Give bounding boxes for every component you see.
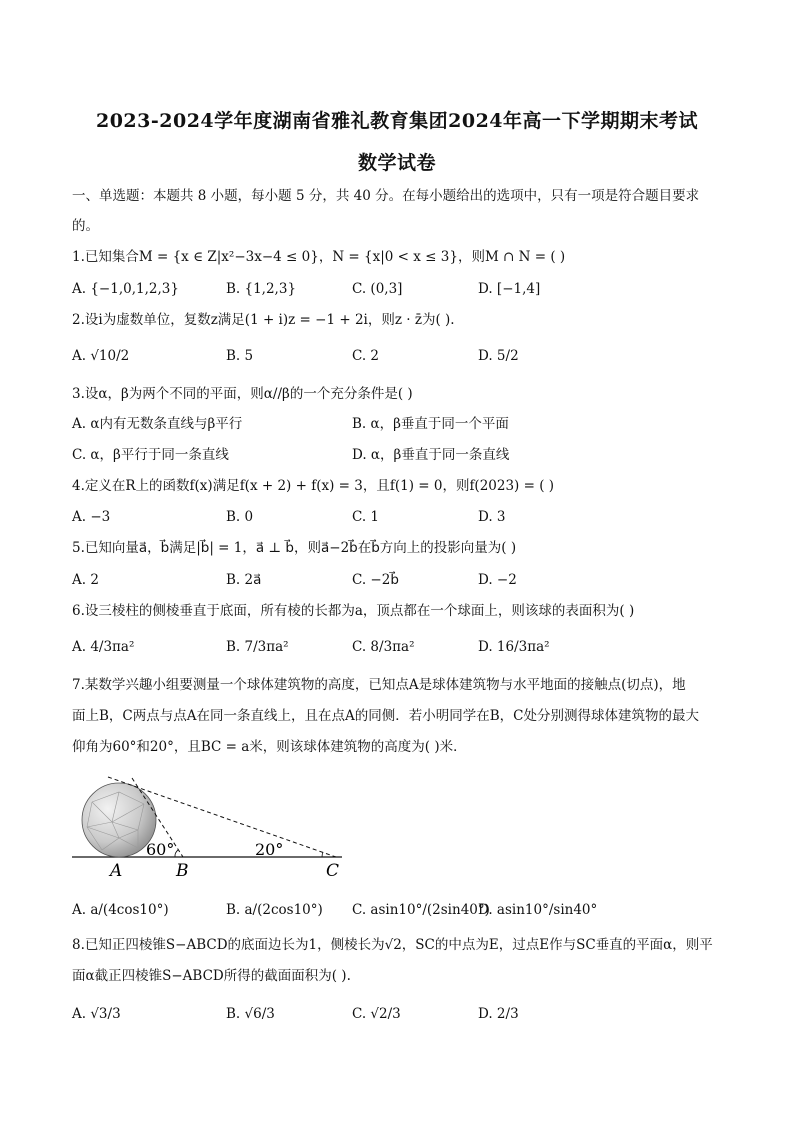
question-7-option-d: D. asin10°/sin40° (478, 902, 598, 918)
question-4-option-d: D. 3 (478, 509, 506, 525)
question-1-option-b: B. {1,2,3} (226, 281, 297, 297)
question-7-stem-line3: 仰角为60°和20°，且BC = a米，则该球体建筑物的高度为( )米． (72, 739, 467, 755)
question-2-stem: 2.设i为虚数单位，复数z满足(1 + i)z = −1 + 2i，则z · z̄为( ). (72, 312, 455, 328)
question-8-stem-line2: 面α截正四棱锥S−ABCD所得的截面面积为( ). (72, 968, 351, 984)
question-6-stem: 6.设三棱柱的侧棱垂直于底面，所有棱的长都为a，顶点都在一个球面上，则该球的表面积为( ) (72, 603, 635, 619)
question-5-stem: 5.已知向量a⃗，b⃗满足|b⃗| = 1，a⃗ ⊥ b⃗，则a⃗−2b⃗在b⃗方向上的投影向量为( ) (72, 540, 517, 556)
angle-arc-20 (322, 852, 323, 857)
question-8-option-c: C. √2/3 (352, 1006, 401, 1022)
point-b-label: B (176, 861, 189, 881)
question-4-option-a: A. −3 (72, 509, 111, 525)
sphere-building (82, 783, 156, 857)
question-4-option-c: C. 1 (352, 509, 380, 525)
question-8-stem-line1: 8.已知正四棱锥S−ABCD的底面边长为1，侧棱长为√2，SC的中点为E，过点E作与SC垂直的平面α，则平 (72, 937, 713, 953)
question-6-option-c: C. 8/3πa² (352, 639, 415, 655)
section-instruction-line2: 的。 (72, 218, 99, 234)
question-7-stem-line1: 7.某数学兴趣小组要测量一个球体建筑物的高度，已知点A是球体建筑物与水平地面的接触点(切点)，地 (72, 677, 686, 693)
question-1-option-c: C. (0,3] (352, 281, 403, 297)
question-6-option-d: D. 16/3πa² (478, 639, 550, 655)
question-3-option-a: A. α内有无数条直线与β平行 (72, 416, 243, 432)
question-8-option-a: A. √3/3 (72, 1006, 121, 1022)
question-3-option-b: B. α，β垂直于同一个平面 (352, 416, 509, 432)
exam-title: 2023-2024学年度湖南省雅礼教育集团2024年高一下学期期末考试 (95, 110, 699, 132)
question-3-stem: 3.设α，β为两个不同的平面，则α//β的一个充分条件是( ) (72, 386, 413, 402)
question-3-option-d: D. α，β垂直于同一条直线 (352, 447, 510, 463)
question-4-option-b: B. 0 (226, 509, 254, 525)
question-3-option-c: C. α，β平行于同一条直线 (72, 447, 229, 463)
question-2-option-b: B. 5 (226, 348, 254, 364)
question-7-option-b: B. a/(2cos10°) (226, 902, 323, 918)
exam-subtitle: 数学试卷 (357, 152, 436, 174)
question-8-option-d: D. 2/3 (478, 1006, 519, 1022)
question-5-option-a: A. 2 (72, 572, 99, 588)
question-6-option-a: A. 4/3πa² (72, 639, 135, 655)
question-2-option-a: A. √10/2 (72, 348, 130, 364)
question-1-option-a: A. {−1,0,1,2,3} (72, 281, 179, 297)
question-7-option-a: A. a/(4cos10°) (72, 902, 169, 918)
sphere-elevation-figure (72, 772, 352, 882)
section-instruction-line1: 一、单选题：本题共 8 小题，每小题 5 分，共 40 分。在每小题给出的选项中，只有一项是符合题目要求 (72, 188, 700, 204)
question-7-stem-line2: 面上B，C两点与点A在同一条直线上，且在点A的同侧．若小明同学在B，C处分别测得球体建筑物的最大 (72, 708, 699, 724)
angle-20-label: 20° (255, 840, 284, 859)
angle-60-label: 60° (146, 840, 175, 859)
point-a-label: A (110, 861, 123, 881)
angle-arc-60 (175, 850, 178, 857)
question-8-option-b: B. √6/3 (226, 1006, 275, 1022)
point-c-label: C (326, 861, 340, 881)
question-7-option-c: C. asin10°/(2sin40°) (352, 902, 490, 918)
question-1-stem: 1.已知集合M = {x ∈ Z|x²−3x−4 ≤ 0}，N = {x|0 < x ≤ 3}，则M ∩ N = ( ) (72, 249, 566, 265)
question-5-option-b: B. 2a⃗ (226, 572, 262, 588)
question-1-option-d: D. [−1,4] (478, 281, 541, 297)
question-2-option-c: C. 2 (352, 348, 380, 364)
question-6-option-b: B. 7/3πa² (226, 639, 289, 655)
question-2-option-d: D. 5/2 (478, 348, 519, 364)
question-4-stem: 4.定义在R上的函数f(x)满足f(x + 2) + f(x) = 3，且f(1) = 0，则f(2023) = ( ) (72, 478, 555, 494)
question-5-option-d: D. −2 (478, 572, 517, 588)
question-5-option-c: C. −2b⃗ (352, 572, 399, 588)
